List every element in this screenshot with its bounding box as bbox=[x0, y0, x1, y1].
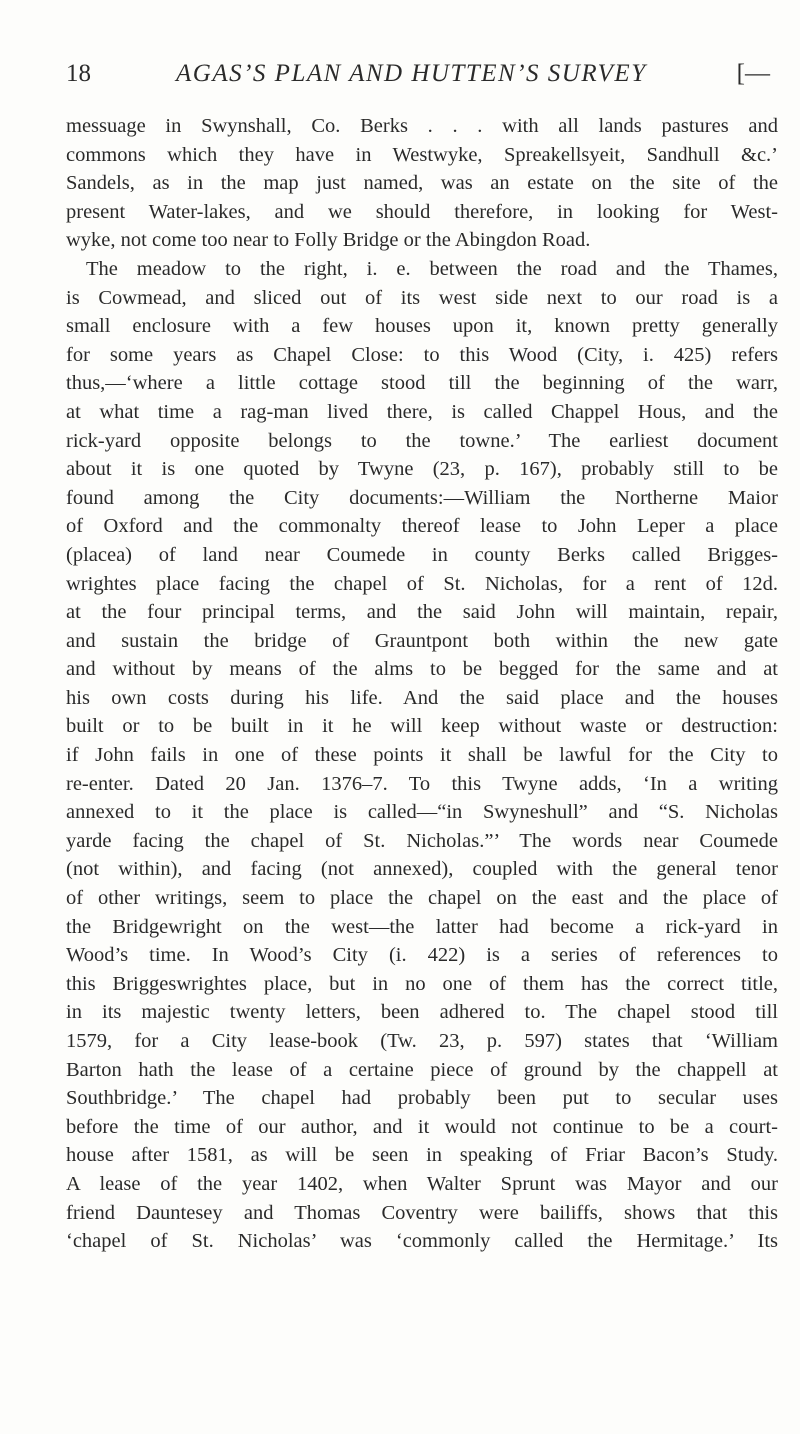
text-line: of other writings, seem to place the chapel on the east and the place of bbox=[66, 887, 778, 910]
text-line: small enclosure with a few houses upon it, known pretty generally bbox=[66, 315, 778, 338]
running-head bbox=[66, 52, 778, 96]
text-line: and sustain the bridge of Grauntpont both within the new gate bbox=[66, 629, 778, 652]
text-line: and without by means of the alms to be begged for the same and at bbox=[66, 658, 778, 681]
text-line: thus,—‘where a little cottage stood till the beginning of the warr, bbox=[66, 372, 778, 395]
page-number: 18 bbox=[66, 60, 91, 87]
text-line: the Bridgewright on the west—the latter had become a rick-yard in bbox=[66, 915, 778, 938]
text-line: at what time a rag-man lived there, is called Chappel Hous, and the bbox=[66, 400, 778, 423]
text-line: 1579, for a City lease-book (Tw. 23, p. 597) states that ‘William bbox=[66, 1030, 778, 1052]
text-line: re-enter. Dated 20 Jan. 1376–7. To this Twyne adds, ‘In a writing bbox=[66, 772, 778, 795]
text-line: of Oxford and the commonalty thereof lease to John Leper a place bbox=[66, 515, 778, 538]
text-line: if John fails in one of these points it shall be lawful for the City to bbox=[66, 744, 778, 767]
text-line: for some years as Chapel Close: to this Wood (City, i. 425) refers bbox=[66, 343, 778, 366]
running-head-bracket: [— bbox=[736, 60, 770, 87]
text-line: wrightes place facing the chapel of St. Nicholas, for a rent of 12d. bbox=[66, 572, 778, 595]
text-line: friend Dauntesey and Thomas Coventry were bailiffs, shows that this bbox=[66, 1201, 778, 1224]
text-line: this Briggeswrightes place, but in no one of them has the correct title, bbox=[66, 972, 778, 995]
text-line: A lease of the year 1402, when Walter Sprunt was Mayor and our bbox=[66, 1172, 778, 1195]
text-line: before the time of our author, and it would not continue to be a court- bbox=[66, 1115, 778, 1138]
text-line: Wood’s time. In Wood’s City (i. 422) is a series of references to bbox=[66, 944, 778, 967]
text-line: Southbridge.’ The chapel had probably been put to secular uses bbox=[66, 1087, 778, 1110]
text-line: present Water-lakes, and we should therefore, in looking for West- bbox=[66, 200, 778, 223]
text-line: in its majestic twenty letters, been adhered to. The chapel stood till bbox=[66, 1001, 778, 1024]
text-line: is Cowmead, and sliced out of its west side next to our road is a bbox=[66, 286, 778, 309]
text-line: his own costs during his life. And the said place and the houses bbox=[66, 686, 778, 709]
text-line: commons which they have in Westwyke, Spreakellsyeit, Sandhull &c.’ bbox=[66, 143, 778, 166]
text-line: found among the City documents:—William the Northerne Maior bbox=[66, 486, 778, 509]
text-line: annexed to it the place is called—“in Swyneshull” and “S. Nicholas bbox=[66, 801, 778, 824]
body-text bbox=[66, 112, 778, 1256]
text-line: ‘chapel of St. Nicholas’ was ‘commonly called the Hermitage.’ Its bbox=[66, 1230, 778, 1253]
text-line: messuage in Swynshall, Co. Berks . . . with all lands pastures and bbox=[66, 115, 778, 137]
text-line: house after 1581, as will be seen in speaking of Friar Bacon’s Study. bbox=[66, 1144, 778, 1167]
text-line: about it is one quoted by Twyne (23, p. 167), probably still to be bbox=[66, 458, 778, 481]
text-line: rick-yard opposite belongs to the towne.’ The earliest document bbox=[66, 429, 778, 452]
running-title: AGAS’S PLAN AND HUTTEN’S SURVEY bbox=[176, 60, 647, 87]
text-line: at the four principal terms, and the said John will maintain, repair, bbox=[66, 601, 778, 624]
text-line: (placea) of land near Coumede in county Berks called Brigges- bbox=[66, 543, 778, 566]
text-line: (not within), and facing (not annexed), coupled with the general tenor bbox=[66, 858, 778, 881]
text-line: Sandels, as in the map just named, was an estate on the site of the bbox=[66, 172, 778, 195]
text-line: The meadow to the right, i. e. between the road and the Thames, bbox=[86, 257, 778, 280]
text-line: yarde facing the chapel of St. Nicholas.”’ The words near Coumede bbox=[66, 829, 778, 852]
text-line: built or to be built in it he will keep without waste or destruction: bbox=[66, 715, 778, 738]
text-line: wyke, not come too near to Folly Bridge or the Abingdon Road. bbox=[66, 229, 591, 252]
text-line: Barton hath the lease of a certaine piece of ground by the chappell at bbox=[66, 1058, 778, 1081]
